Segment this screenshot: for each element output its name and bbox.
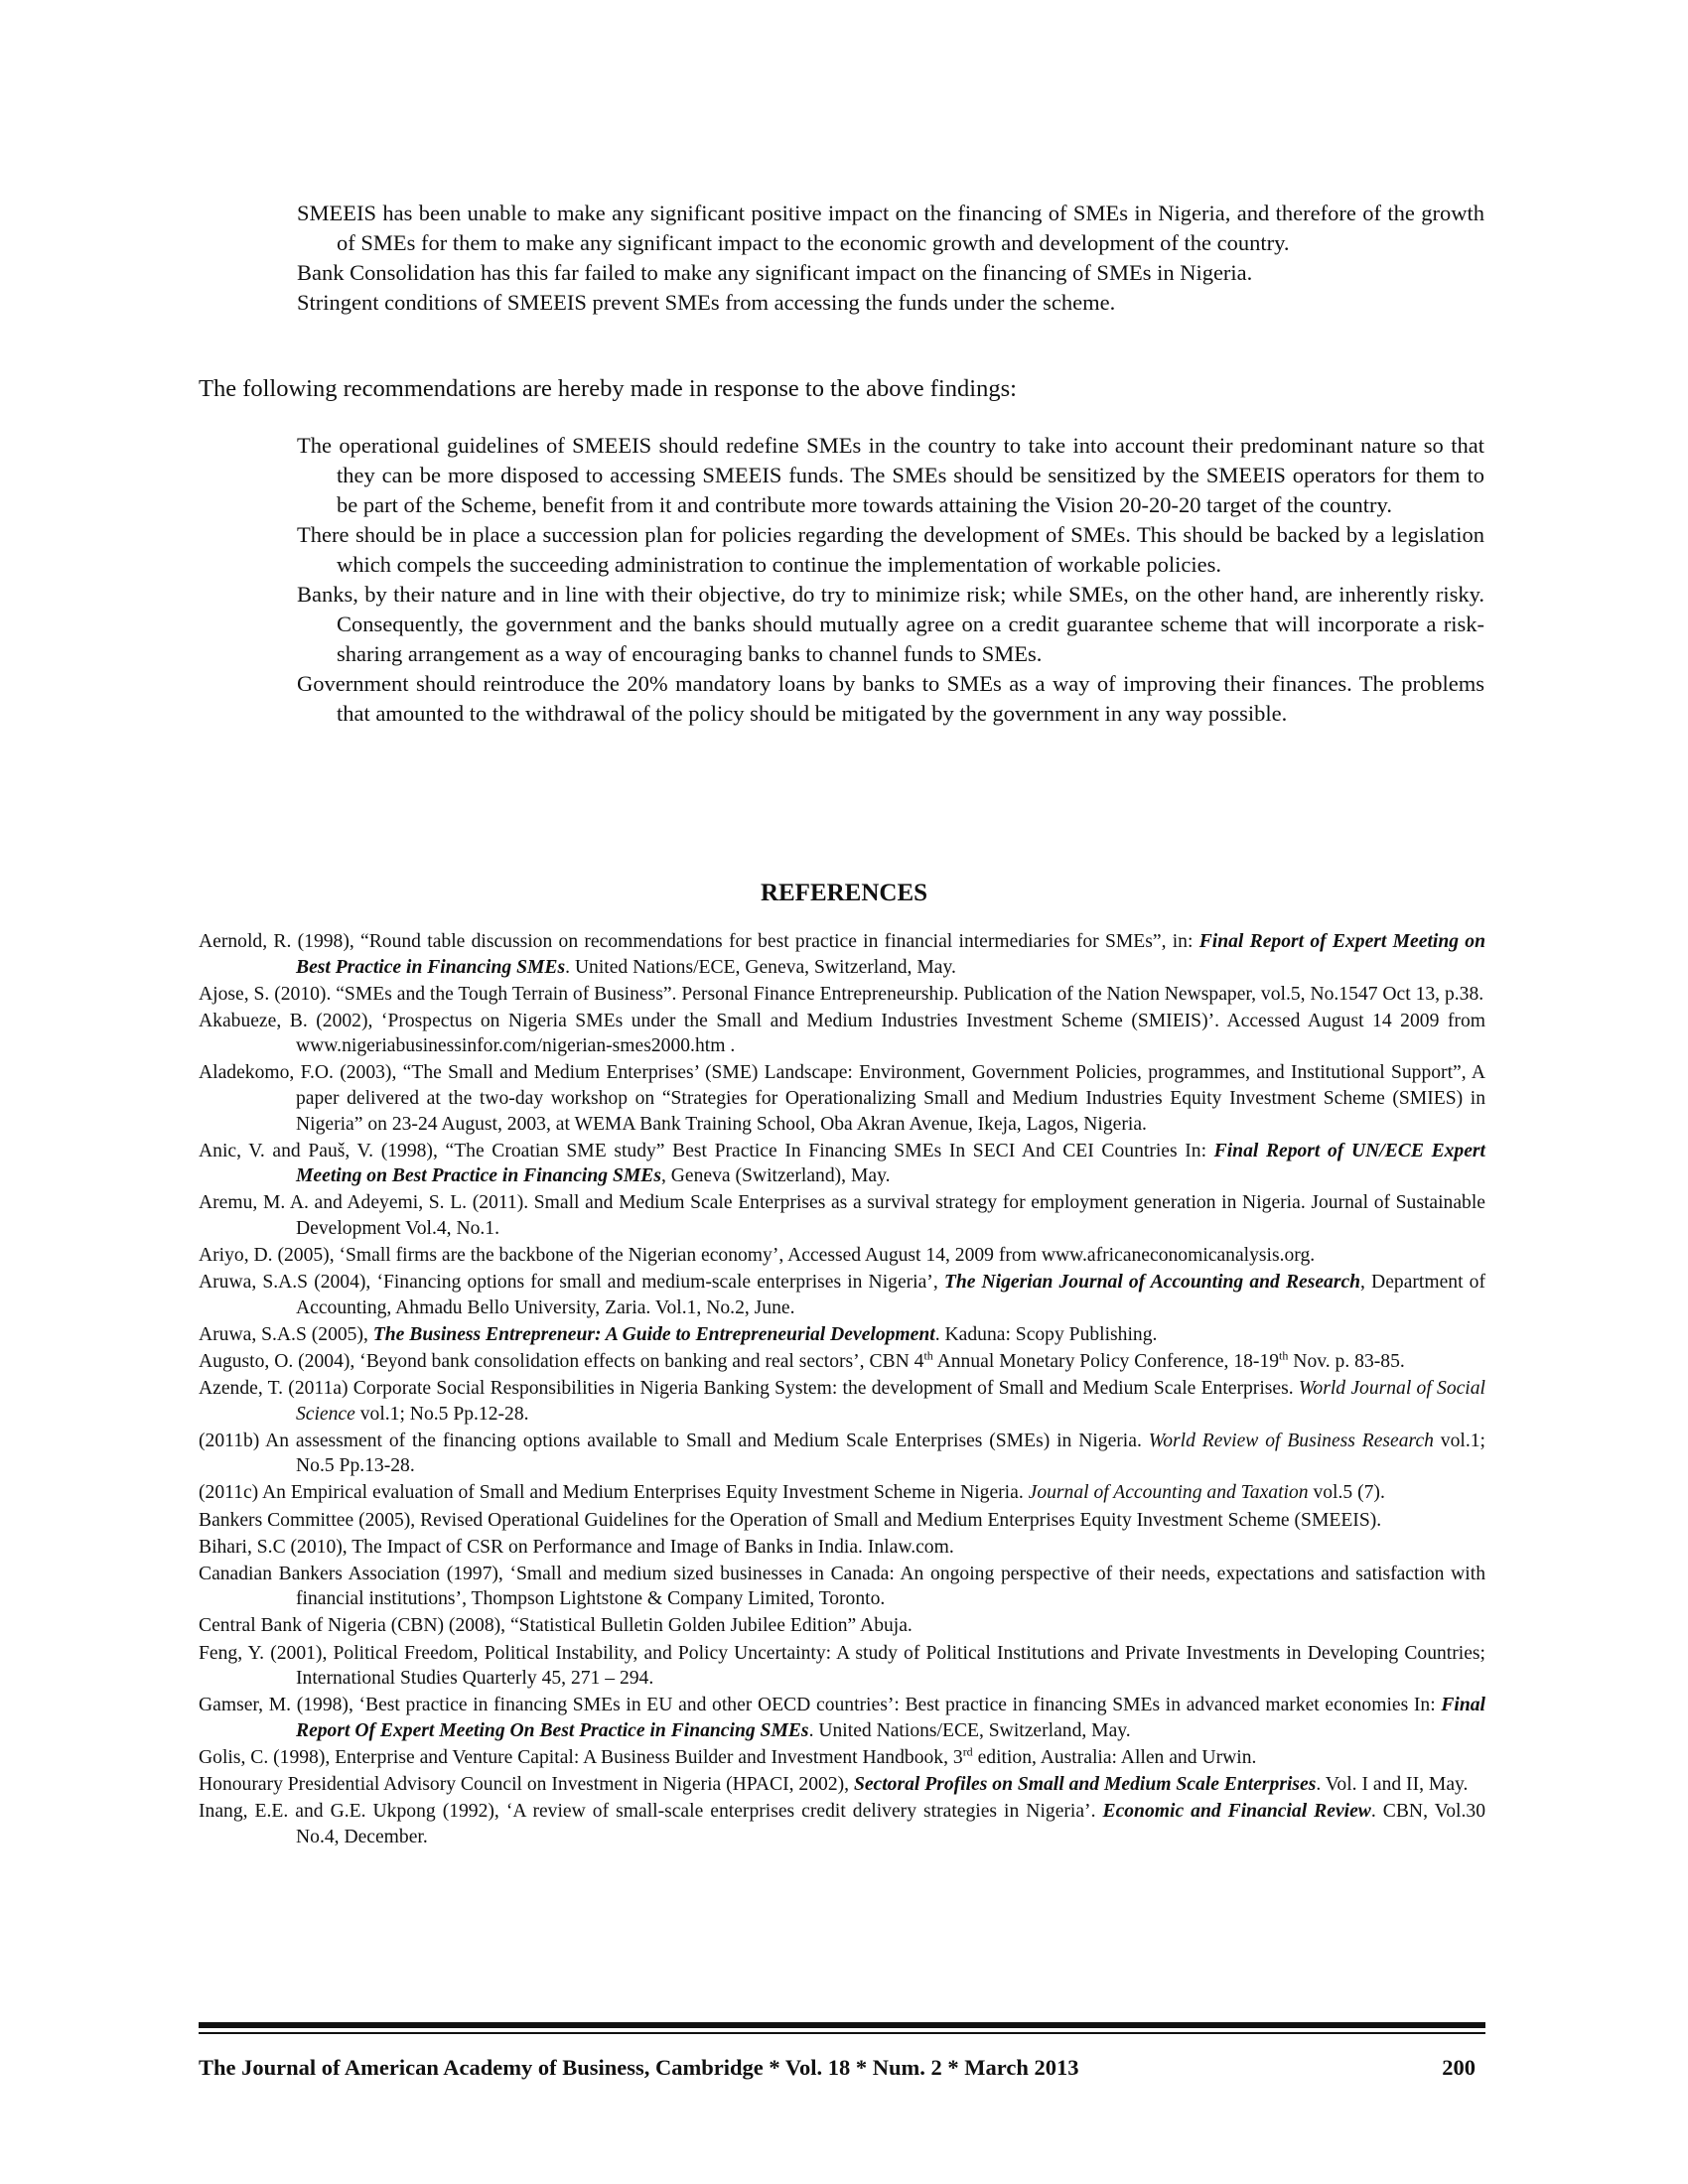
reference-entry — [199, 1772, 1485, 1798]
recommendation-item: Government should reintroduce the 20% mandatory loans by banks to SMEs as a way of improving their finances. The problems that amounted to the withdrawal of the policy should be mitigated by the government in any way possible. — [297, 671, 1484, 726]
references-heading: REFERENCES — [760, 880, 928, 906]
reference-entry — [199, 982, 1485, 1008]
ref-text: edition, Australia: Allen and Urwin. — [972, 1746, 1257, 1768]
reference-entry — [199, 1270, 1485, 1320]
recommendations-lead: The following recommendations are hereby made in response to the above findings: — [199, 375, 1017, 402]
references-list — [199, 929, 1485, 1851]
ref-text: Bihari, S.C (2010), The Impact of CSR on Performance and Image of Banks in India. Inlaw.com. — [199, 1536, 954, 1558]
ref-text: Honourary Presidential Advisory Council on Investment in Nigeria (HPACI, 2002), — [199, 1774, 854, 1795]
page-number: 200 — [1442, 2055, 1476, 2080]
reference-entry — [199, 1535, 1485, 1561]
ref-text: vol.1; No.5 Pp.13-28. — [296, 1430, 1485, 1477]
ref-text: Aruwa, S.A.S (2005), — [199, 1323, 373, 1345]
ref-text: Azende, T. (2011a) Corporate Social Responsibilities in Nigeria Banking System: the development of Small and Medium Scale Enterprises. — [199, 1378, 1299, 1400]
ref-text: Aernold, R. (1998), “Round table discussion on recommendations for best practice in financial intermediaries for SMEs”, in: — [199, 931, 1199, 952]
footer-rule-thick — [199, 2022, 1485, 2028]
finding-item: SMEEIS has been unable to make any significant positive impact on the financing of SMEs in Nigeria, and therefore of the growth of SMEs for them to make any significant impact to the economic growth and development of the country. — [297, 201, 1484, 255]
ref-text: , Department of Accounting, Ahmadu Bello University, Zaria. Vol.1, No.2, June. — [296, 1272, 1485, 1318]
ref-journal: Journal of Accounting and Taxation — [1028, 1482, 1309, 1504]
ref-text: Golis, C. (1998), Enterprise and Venture Capital: A Business Builder and Investment Handbook, 3 — [199, 1746, 963, 1768]
reference-entry — [199, 1641, 1485, 1692]
ref-text: Inang, E.E. and G.E. Ukpong (1992), ‘A review of small-scale enterprises credit delivery strategies in Nigeria’. — [199, 1801, 1103, 1823]
page-footer — [199, 2053, 1485, 2083]
ref-title: Final Report of UN/ECE Expert Meeting on Best Practice in Financing SMEs — [296, 1140, 1485, 1187]
reference-entry — [199, 1322, 1485, 1348]
ref-text: , Geneva (Switzerland), May. — [660, 1165, 891, 1187]
ref-text: . CBN, Vol.30 No.4, December. — [296, 1801, 1485, 1847]
reference-entry — [199, 1508, 1485, 1534]
reference-entry — [199, 1562, 1485, 1612]
ref-title: The Nigerian Journal of Accounting and Research — [943, 1272, 1361, 1294]
ref-text: Aruwa, S.A.S (2004), ‘Financing options for small and medium-scale enterprises in Nigeria’, — [199, 1272, 944, 1294]
ref-text: . Vol. I and II, May. — [1316, 1774, 1469, 1795]
ref-superscript: th — [1279, 1348, 1289, 1363]
ref-text: (2011b) An assessment of the financing options available to Small and Medium Scale Enterprises (SMEs) in Nigeria. — [199, 1430, 1149, 1451]
reference-entry — [199, 1060, 1485, 1137]
reference-entry — [199, 1799, 1485, 1849]
ref-text: . United Nations/ECE, Switzerland, May. — [808, 1719, 1131, 1741]
recommendation-item: There should be in place a succession plan for policies regarding the development of SMEs. This should be backed by a legislation which compels the succeeding administration to continue the implementation of workable policies. — [297, 522, 1484, 577]
ref-title: Sectoral Profiles on Small and Medium Scale Enterprises — [853, 1774, 1317, 1795]
footer-rule-thin — [199, 2032, 1485, 2034]
recommendation-item: The operational guidelines of SMEEIS should redefine SMEs in the country to take into account their predominant nature so that they can be more disposed to accessing SMEEIS funds. The SMEs should be sensitized by the SMEEIS operators for them to be part of the Scheme, benefit from it and contribute more towards attaining the Vision 20-20-20 target of the country. — [297, 433, 1484, 517]
reference-entry — [199, 1745, 1485, 1771]
reference-entry — [199, 1243, 1485, 1269]
reference-entry — [199, 1139, 1485, 1189]
recommendation-item: Banks, by their nature and in line with their objective, do try to minimize risk; while SMEs, on the other hand, are inherently risky. Consequently, the government and the banks should mutually agree on a credit guarantee scheme that will incorporate a risk-sharing arrangement as a way of encouraging banks to channel funds to SMEs. — [297, 582, 1484, 666]
ref-text: vol.1; No.5 Pp.12-28. — [354, 1403, 529, 1425]
recommendations-list — [297, 431, 1484, 729]
ref-text: Akabueze, B. (2002), ‘Prospectus on Nigeria SMEs under the Small and Medium Industries Investment Scheme (SMIEIS)’. Accessed August 14 2009 from www.nigeriabusinessinfor.com/nigerian-smes2000.htm . — [199, 1010, 1485, 1057]
reference-entry — [199, 1009, 1485, 1059]
ref-text: Canadian Bankers Association (1997), ‘Small and medium sized businesses in Canada: An ongoing perspective of their needs, expectations and satisfaction with financial institutions’, Thompson Lightstone & Company Limited, Toronto. — [199, 1563, 1485, 1610]
ref-text: Aladekomo, F.O. (2003), “The Small and Medium Enterprises’ (SME) Landscape: Environment, Government Policies, programmes, and Institutional Support”, A paper delivered at the two-day workshop on “Strategies for Operationalizing Small and Medium Industries Equity Investment Scheme (SMIES) in Nigeria” on 23-24 August, 2003, at WEMA Bank Training School, Oba Akran Avenue, Ikeja, Lagos, Nigeria. — [199, 1062, 1485, 1135]
finding-item: Stringent conditions of SMEEIS prevent SMEs from accessing the funds under the scheme. — [297, 290, 1116, 315]
ref-title: Economic and Financial Review — [1102, 1801, 1371, 1823]
ref-title: Final Report Of Expert Meeting On Best Practice in Financing SMEs — [296, 1695, 1485, 1741]
findings-list — [297, 199, 1484, 318]
reference-entry — [199, 1349, 1485, 1375]
ref-text: Ajose, S. (2010). “SMEs and the Tough Terrain of Business”. Personal Finance Entrepreneurship. Publication of the Nation Newspaper, vol.5, No.1547 Oct 13, p.38. — [199, 983, 1484, 1005]
ref-text: Annual Monetary Policy Conference, 18-19 — [932, 1351, 1280, 1372]
ref-text: (2011c) An Empirical evaluation of Small and Medium Enterprises Equity Investment Scheme in Nigeria. — [199, 1482, 1029, 1504]
ref-title: Final Report of Expert Meeting on Best Practice in Financing SMEs — [296, 931, 1485, 978]
reference-entry — [199, 1480, 1485, 1506]
ref-text: Nov. p. 83-85. — [1288, 1351, 1405, 1372]
ref-text: . United Nations/ECE, Geneva, Switzerland, May. — [565, 956, 956, 978]
ref-text: vol.5 (7). — [1308, 1482, 1385, 1504]
reference-entry — [199, 1429, 1485, 1479]
ref-text: Feng, Y. (2001), Political Freedom, Political Instability, and Policy Uncertainty: A study of Political Institutions and Private Investments in Developing Countries; International Studies Quarterly 45, 271 – 294. — [199, 1642, 1485, 1690]
ref-journal: World Journal of Social Science — [296, 1378, 1485, 1425]
ref-journal: World Review of Business Research — [1148, 1430, 1434, 1451]
ref-text: Central Bank of Nigeria (CBN) (2008), “Statistical Bulletin Golden Jubilee Edition” Abuja. — [199, 1615, 913, 1637]
ref-text: Bankers Committee (2005), Revised Operational Guidelines for the Operation of Small and Medium Enterprises Equity Investment Scheme (SMEEIS). — [199, 1509, 1382, 1531]
reference-entry — [199, 1613, 1485, 1639]
finding-item: Bank Consolidation has this far failed to make any significant impact on the financing of SMEs in Nigeria. — [297, 260, 1253, 285]
ref-text: . Kaduna: Scopy Publishing. — [934, 1323, 1158, 1345]
reference-entry — [199, 1190, 1485, 1241]
reference-entry — [199, 1693, 1485, 1743]
ref-text: Aremu, M. A. and Adeyemi, S. L. (2011). Small and Medium Scale Enterprises as a survival strategy for employment generation in Nigeria. Journal of Sustainable Development Vol.4, No.1. — [199, 1192, 1485, 1240]
ref-superscript: rd — [962, 1744, 973, 1759]
journal-citation: The Journal of American Academy of Business, Cambridge * Vol. 18 * Num. 2 * March 2013 — [199, 2055, 1079, 2080]
ref-text: Ariyo, D. (2005), ‘Small firms are the backbone of the Nigerian economy’, Accessed August 14, 2009 from www.africaneconomicanalysis.org. — [199, 1245, 1316, 1267]
ref-text: Gamser, M. (1998), ‘Best practice in financing SMEs in EU and other OECD countries’: Best practice in financing SMEs in advanced market economies In: — [199, 1695, 1442, 1716]
ref-title: The Business Entrepreneur: A Guide to Entrepreneurial Development — [372, 1323, 935, 1345]
ref-text: Augusto, O. (2004), ‘Beyond bank consolidation effects on banking and real sectors’, CBN 4 — [199, 1351, 924, 1372]
ref-superscript: th — [923, 1348, 933, 1363]
reference-entry — [199, 929, 1485, 980]
reference-entry — [199, 1376, 1485, 1427]
ref-text: Anic, V. and Pauš, V. (1998), “The Croatian SME study” Best Practice In Financing SMEs In SECI And CEI Countries In: — [199, 1140, 1214, 1161]
